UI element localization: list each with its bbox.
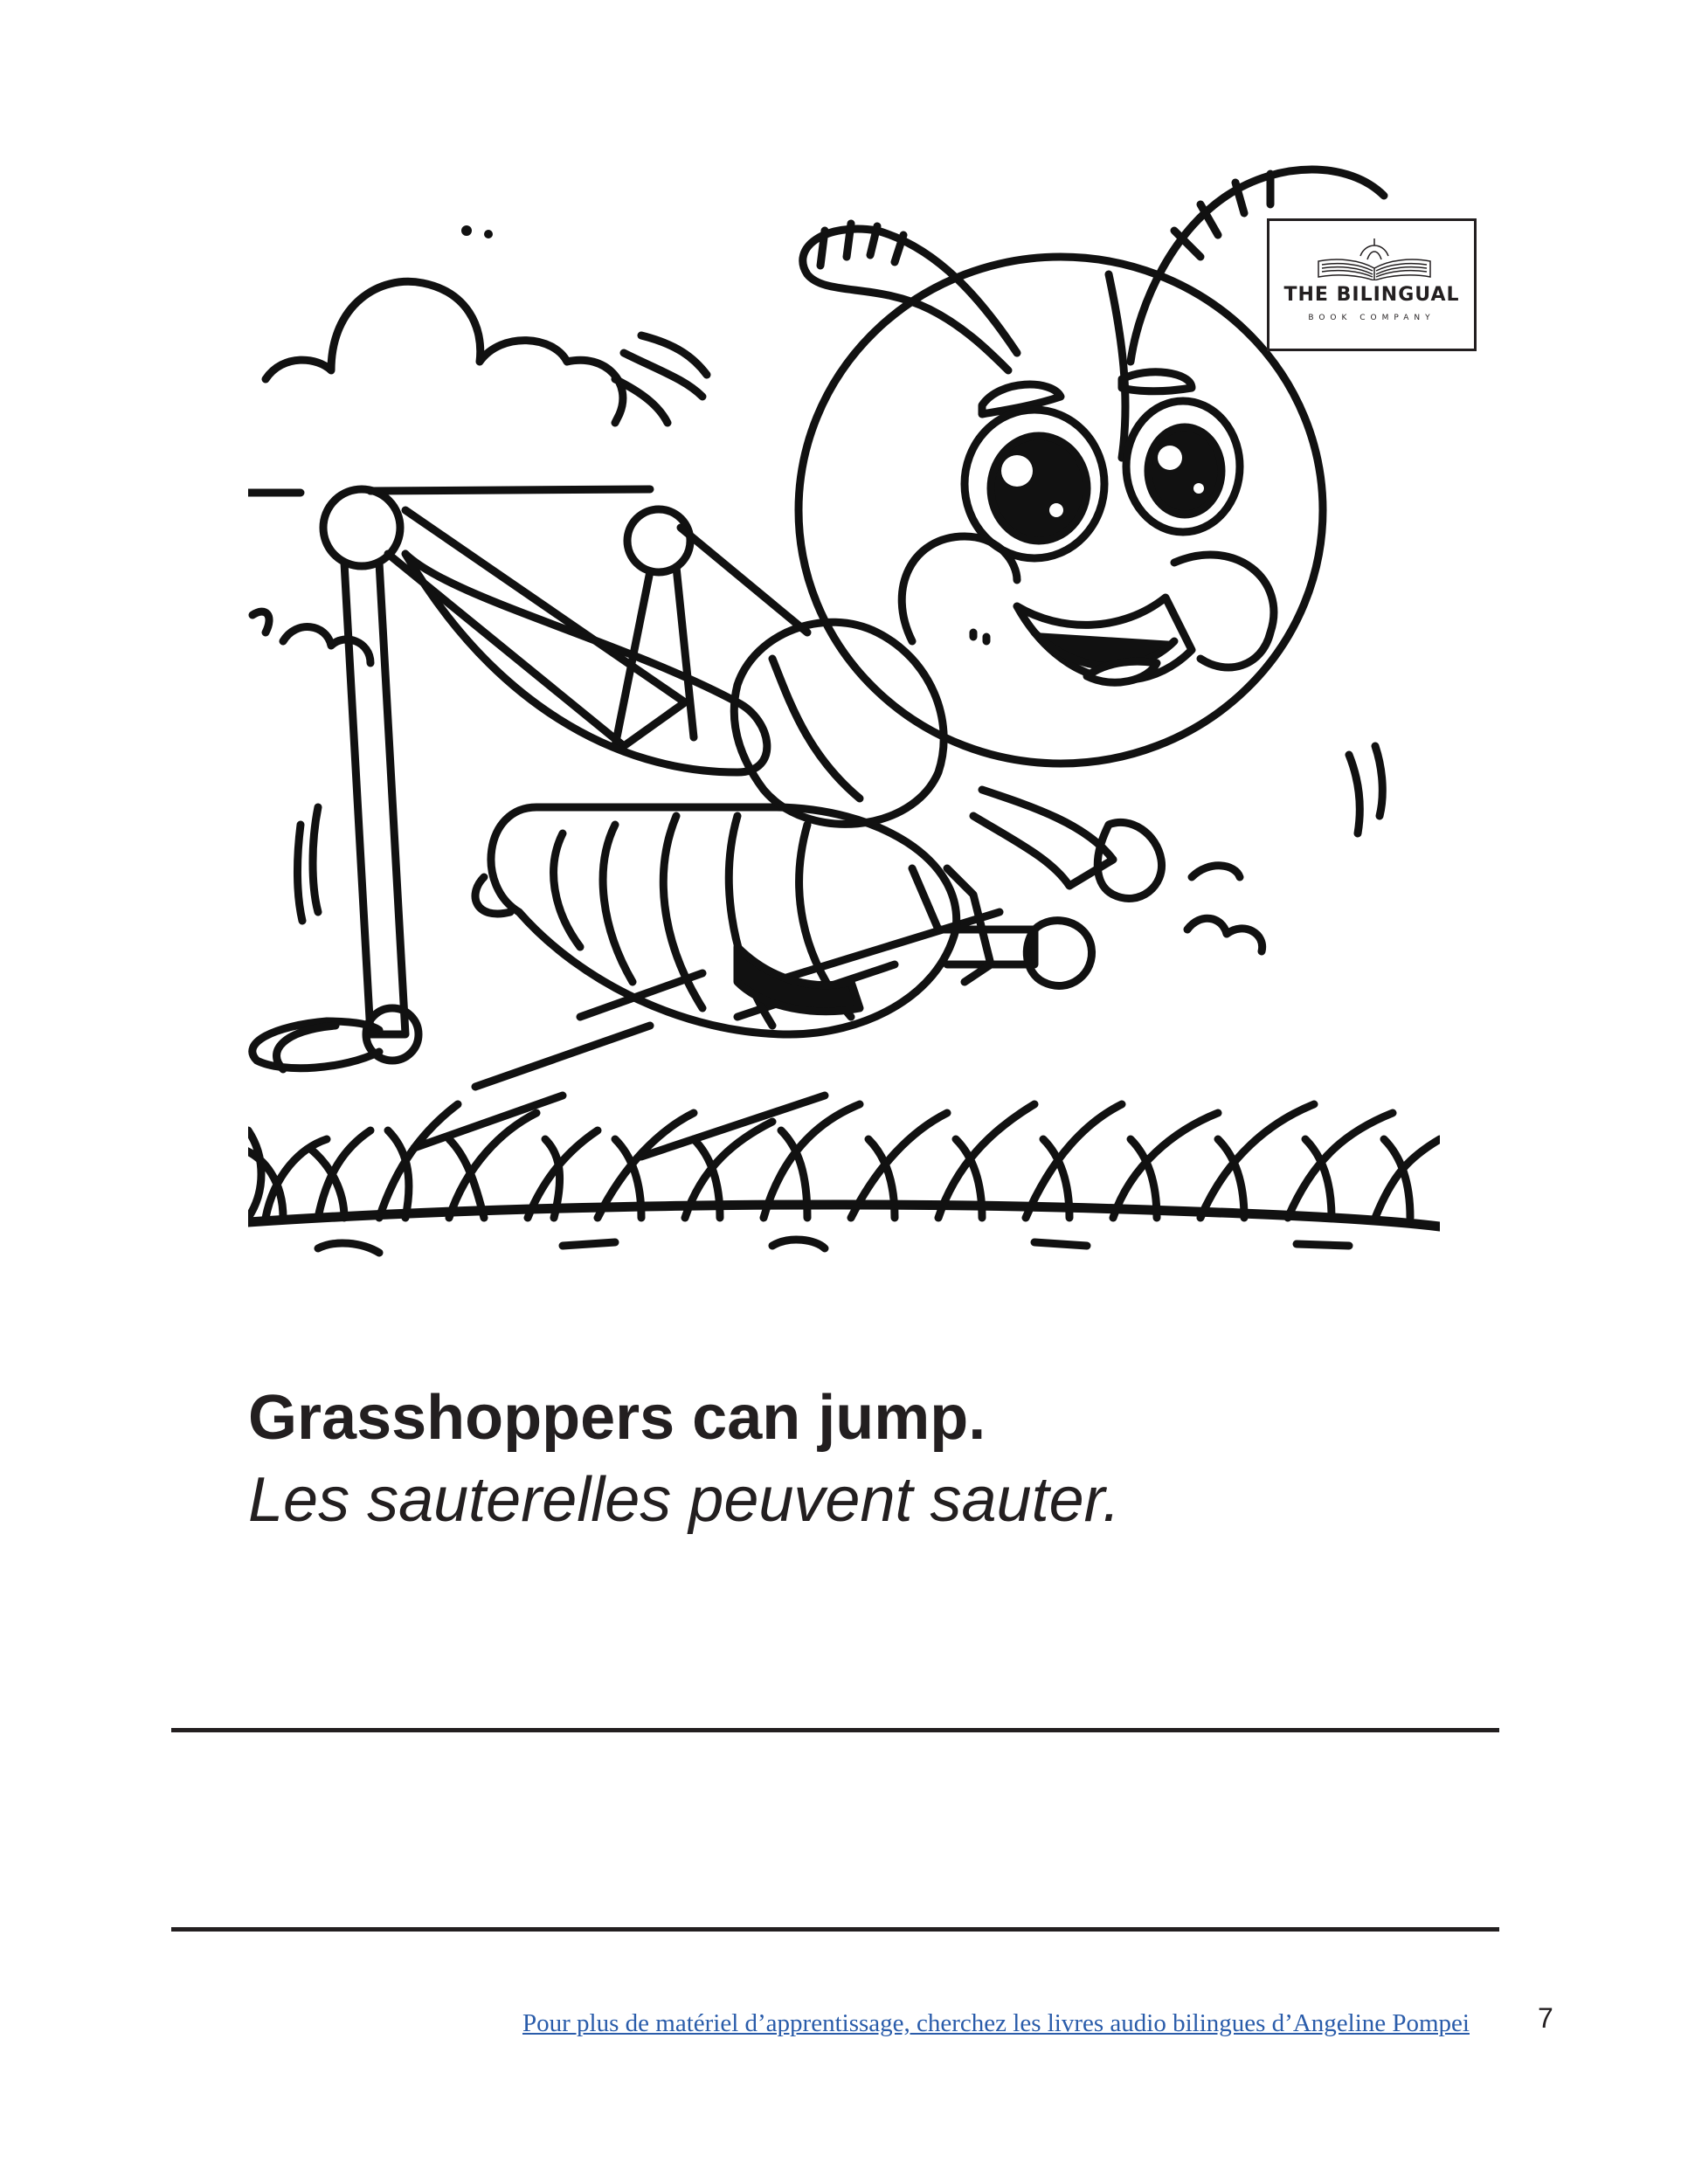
bird-dot bbox=[461, 225, 472, 236]
cheek-left bbox=[902, 536, 1017, 641]
grasshopper-illustration bbox=[248, 143, 1440, 1342]
ground-line bbox=[248, 1205, 1440, 1227]
cloud-small-right bbox=[1187, 918, 1263, 951]
eye-right-iris bbox=[1148, 427, 1221, 515]
publisher-logo bbox=[1267, 218, 1477, 351]
horizon-line bbox=[248, 489, 650, 493]
cloud-left bbox=[266, 281, 623, 423]
ground-bumps bbox=[318, 1240, 1349, 1253]
abdomen-segment bbox=[554, 833, 580, 947]
grasshopper-line-art bbox=[248, 143, 1440, 1342]
abdomen-segment bbox=[603, 825, 633, 982]
eye-left-highlight bbox=[1001, 455, 1033, 487]
eye-right-highlight bbox=[1158, 446, 1182, 470]
front-arm bbox=[973, 790, 1113, 886]
motion-lines bbox=[297, 807, 318, 921]
open-book-icon bbox=[1315, 233, 1434, 280]
writing-line bbox=[171, 1927, 1499, 1932]
knee-joint-2 bbox=[627, 509, 690, 572]
logo-wordmark: THE BILINGUAL bbox=[1283, 284, 1460, 306]
brow-right bbox=[1122, 372, 1192, 391]
head-crease bbox=[1109, 274, 1125, 458]
antenna-right-segments bbox=[1174, 174, 1270, 257]
thorax-stripe bbox=[772, 659, 860, 798]
eye-right-highlight-small bbox=[1193, 483, 1204, 494]
eye-left-highlight-small bbox=[1049, 503, 1063, 517]
page-number: 7 bbox=[1538, 2002, 1553, 2034]
motion-lines bbox=[414, 912, 1000, 1157]
eye-left-iris bbox=[991, 436, 1087, 541]
footer-learning-link[interactable]: Pour plus de matériel d’apprentissage, cherchez les livres audio bilingues d’Angeline Pompei bbox=[522, 2009, 1470, 2037]
logo-subtitle: BOOK COMPANY bbox=[1308, 314, 1435, 322]
cloud-small-right2 bbox=[1192, 866, 1240, 877]
caption-french: Les sauterelles peuvent sauter. bbox=[248, 1465, 1120, 1535]
antenna-left bbox=[803, 229, 1017, 370]
caption-english: Grasshoppers can jump. bbox=[248, 1383, 986, 1453]
writing-line bbox=[171, 1728, 1499, 1732]
motion-lines bbox=[1349, 746, 1382, 833]
motion-lines bbox=[615, 335, 707, 423]
hind-leg-lower bbox=[344, 563, 405, 1034]
bird-dot bbox=[484, 230, 493, 238]
wing bbox=[405, 554, 767, 772]
nose-dots bbox=[973, 632, 986, 641]
